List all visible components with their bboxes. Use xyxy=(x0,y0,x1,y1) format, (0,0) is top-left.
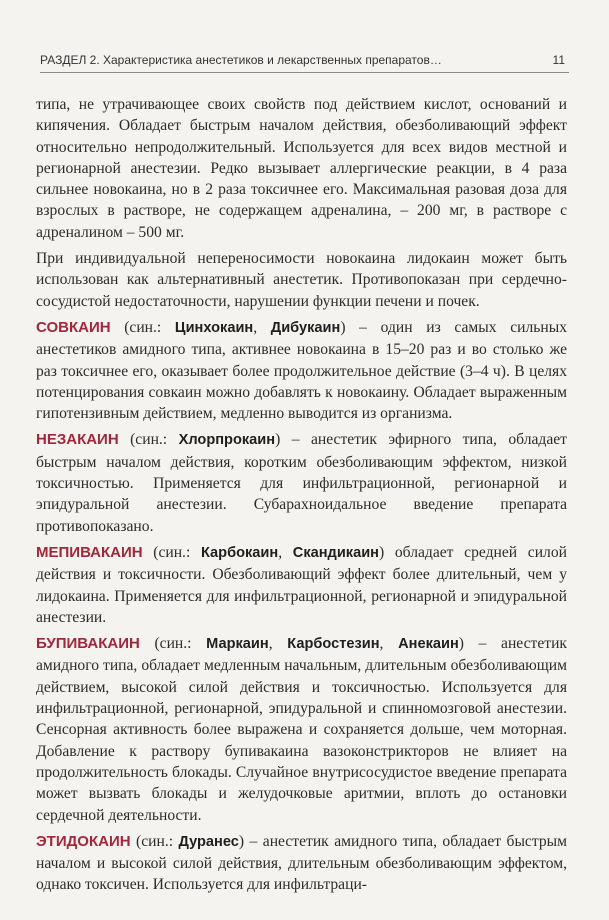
synonym-prefix: (син.: xyxy=(139,635,207,653)
synonym-name: Дуранес xyxy=(178,833,239,850)
drug-name-sovkain: СОВКАИН xyxy=(36,318,111,336)
drug-name-nezakain: НЕЗАКАИН xyxy=(36,431,119,449)
drug-name-etidokain: ЭТИДОКАИН xyxy=(36,832,131,850)
paragraph-sovkain xyxy=(36,317,567,424)
paragraph-lidocaine-alternative: При индивидуальной непереносимости новокаина лидокаин может быть использован как альтернативный анестетик. Противопоказан при сердечно-сосудистой недостаточности, нарушении функции печени и почек. xyxy=(36,250,567,310)
paragraph-bupivakain xyxy=(36,633,567,826)
paragraph-text: ) – анестетик эфирного типа, обладает быстрым началом действия, коротким обезболивающим эффектом, низкой токсичностью. Применяется для инфильтрационной, регионарной и эпидуральной анестезии. Субарахноидальное введение препарата противопоказано. xyxy=(36,431,567,535)
drug-name-bupivakain: БУПИВАКАИН xyxy=(36,635,140,653)
paragraph-nezakain xyxy=(36,429,567,536)
synonym-separator: , xyxy=(278,543,293,561)
paragraph-etidokain xyxy=(36,831,567,896)
paragraph-mepivakain xyxy=(36,542,567,628)
paragraph-text: ) – анестетик амидного типа, обладает медленным начальным, длительным обезболивающим действием, высокой силой действия и токсичностью. Используется для инфильтрационной, регионарной, эпидуральной и спинномозговой анестезии. Сенсорная активность более выражена и сохраняется дольше, чем моторная. Добавление к раствору бупивакаина вазоконстрикторов не влияет на продолжительность блокады. Случайное внутрисосудистое введение препарата может вызвать блокады и желудочковые аритмии, вплоть до остановки сердечной деятельности. xyxy=(36,635,568,824)
paragraph-lidocaine-continued: типа, не утрачивающее своих свойств под действием кислот, оснований и кипячения. Обладает быстрым началом действия, обезболивающий эффект относительно непродолжительный. Используется для всех видов местной и регионарной анестезии. Редко вызывает аллергические реакции, в 4 раза сильнее новокаина, но в 2 раза токсичнее его. Максимальная разовая доза для взрослых в растворе, не содержащем адреналина, – 200 мг, в растворе с адреналином – 500 мг. xyxy=(36,96,567,241)
paragraph-text: ) – анестетик амидного типа, обладает быстрым началом и высокой силой действия, длительным обезболивающим эффектом, однако токсичен. Используется для инфильтраци- xyxy=(36,832,567,894)
synonym-prefix: (син.: xyxy=(130,832,179,850)
synonym-prefix: (син.: xyxy=(142,543,201,561)
paragraph-text: ) – один из самых сильных анестетиков амидного типа, активнее новокаина в 15–20 раз и во столько же раз токсичнее его, оказывает более продолжительное действие (3–4 ч). В целях потенцирования совкаин можно добавлять к новокаину. Обладает выраженным гипотензивным действием, медленно выводится из организма. xyxy=(36,318,567,423)
synonym-name: Дибукаин xyxy=(270,319,341,336)
paragraph-text: ) обладает средней силой действия и токсичности. Обезболивающий эффект более длительный, чем у лидокаина. Применяется для инфильтрационной, регионарной и эпидуральной анестезии. xyxy=(36,543,567,626)
synonym-separator: , xyxy=(379,635,399,653)
drug-name-mepivakain: МЕПИВАКАИН xyxy=(36,543,143,561)
section-title: РАЗДЕЛ 2. Характеристика анестетиков и лекарственных препаратов… xyxy=(40,53,442,67)
synonym-separator: , xyxy=(268,635,288,653)
synonym-name: Цинхокаин xyxy=(174,319,254,336)
synonym-name: Карбокаин xyxy=(200,544,279,561)
synonym-name: Анекаин xyxy=(398,636,459,653)
synonym-name: Маркаин xyxy=(206,636,269,653)
running-header xyxy=(40,50,569,73)
synonym-prefix: (син.: xyxy=(118,431,179,449)
synonym-prefix: (син.: xyxy=(110,318,175,336)
synonym-name: Хлорпрокаин xyxy=(178,432,276,449)
page-number: 11 xyxy=(552,53,565,67)
page-body xyxy=(36,94,567,901)
synonym-separator: , xyxy=(253,318,271,336)
synonym-name: Скандикаин xyxy=(292,544,379,561)
synonym-name: Карбостезин xyxy=(287,636,380,653)
